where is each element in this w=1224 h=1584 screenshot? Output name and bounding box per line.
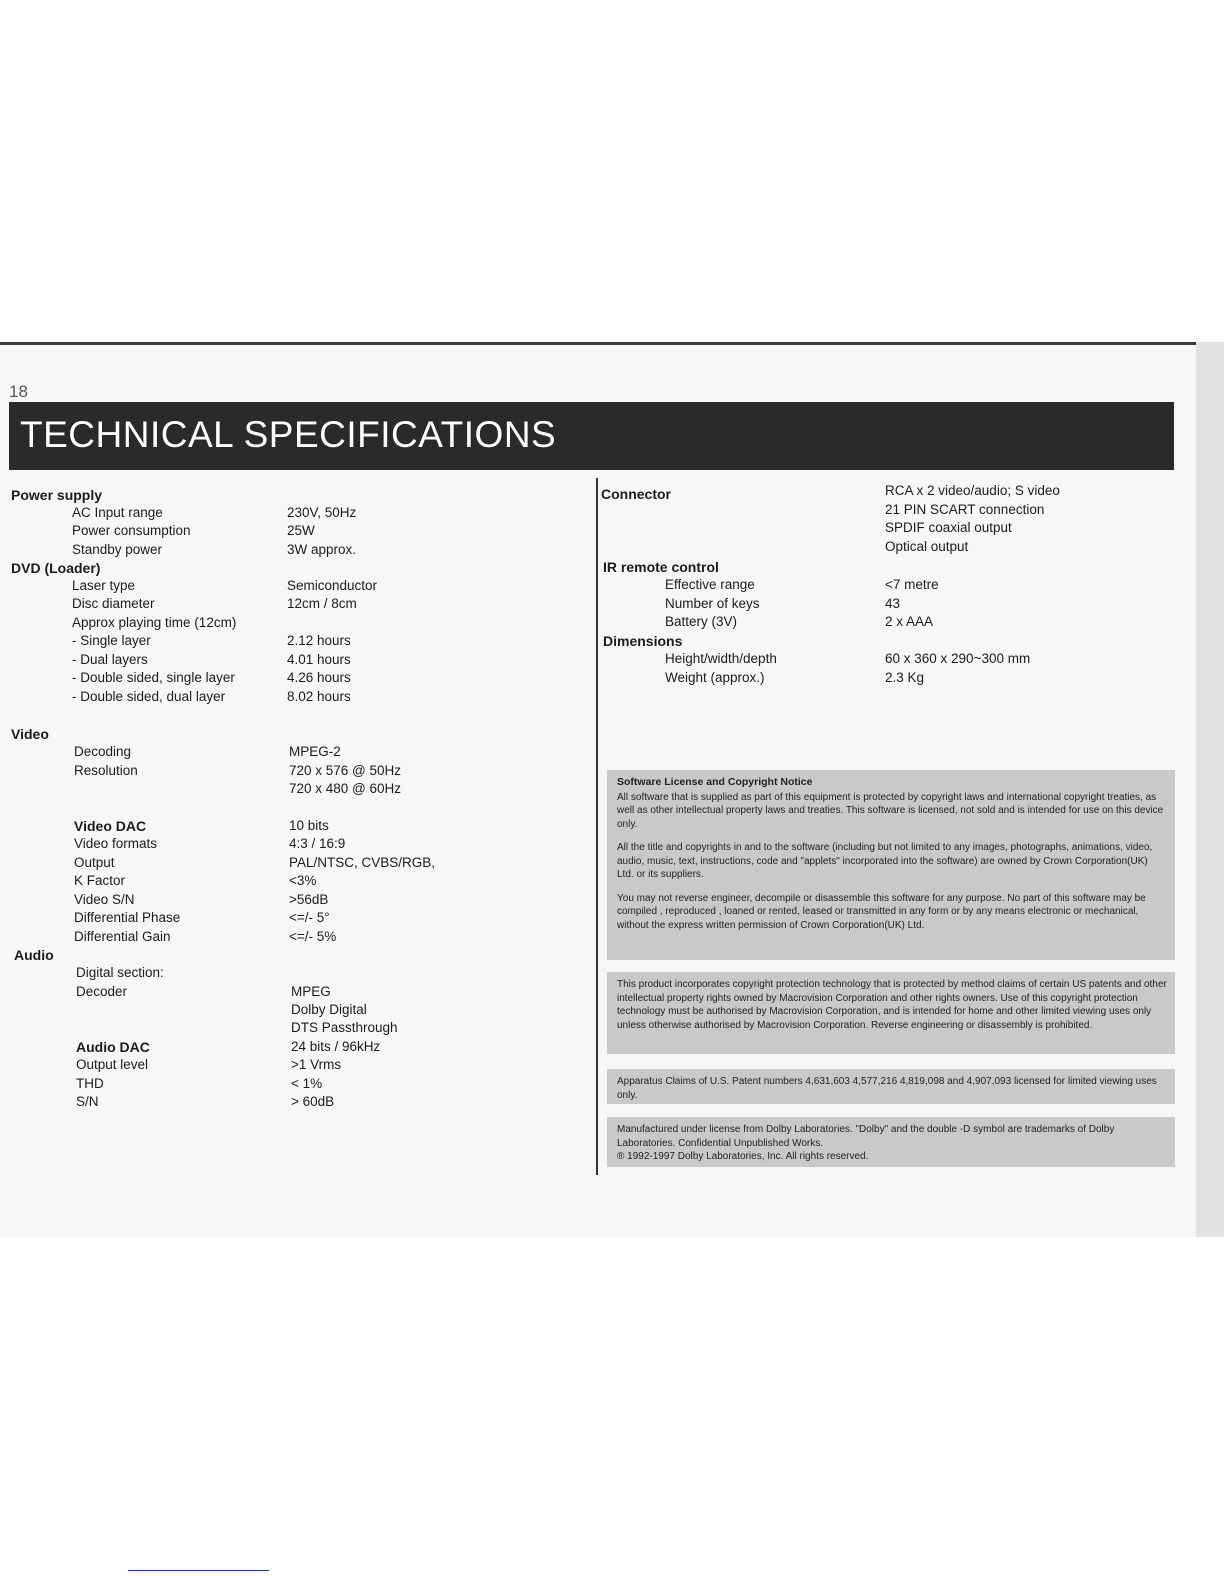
software-license-paragraph-3: You may not reverse engineer, decompile or disassemble this software for any purpose. No part of this software may be compiled , reproduced , loaned or rented, leased or transmitted in any form or by any means electronic or mechanical, without the express written permission of Crown Corporation(UK) Ltd. bbox=[617, 892, 1146, 931]
dolby-text: Manufactured under license from Dolby Laboratories. "Dolby" and the double -D symbol are trademarks of Dolby Laboratories. Confidential Unpublished Works. bbox=[617, 1124, 1115, 1149]
number-of-keys-label: Number of keys bbox=[665, 596, 760, 611]
power-supply-heading: Power supply bbox=[11, 487, 103, 503]
video-sn-value: >56dB bbox=[289, 892, 329, 907]
video-dac-label: Video DAC bbox=[74, 818, 147, 834]
decoding-label: Decoding bbox=[74, 744, 132, 759]
standby-power-value: 3W approx. bbox=[287, 542, 357, 557]
playing-time-label: Approx playing time (12cm) bbox=[72, 615, 237, 630]
dual-layers-label: - Dual layers bbox=[72, 652, 148, 667]
connector-value-rca: RCA x 2 video/audio; S video bbox=[885, 483, 1060, 498]
effective-range-value: <7 metre bbox=[885, 577, 939, 592]
video-sn-label: Video S/N bbox=[74, 892, 135, 907]
patent-text: Apparatus Claims of U.S. Patent numbers 4,631,603 4,577,216 4,819,098 and 4,907,093 licensed for limited viewing uses only. bbox=[617, 1076, 1157, 1101]
dolby-notice bbox=[607, 1117, 1175, 1167]
dual-layers-value: 4.01 hours bbox=[287, 652, 351, 667]
resolution-label: Resolution bbox=[74, 763, 138, 778]
decoder-value-mpeg: MPEG bbox=[291, 984, 331, 999]
differential-gain-label: Differential Gain bbox=[74, 929, 171, 944]
software-license-paragraph-2: All the title and copyrights in and to the software (including but not limited to any images, photographs, animations, video, audio, music, text, instructions, code and "applets" incorporated into the software) are owned by Crown Corporation(UK) Ltd. or its suppliers. bbox=[617, 842, 1153, 880]
double-sided-single-label: - Double sided, single layer bbox=[72, 670, 235, 685]
output-label: Output bbox=[74, 855, 115, 870]
double-sided-dual-value: 8.02 hours bbox=[287, 689, 351, 704]
decoder-label: Decoder bbox=[76, 984, 128, 999]
battery-value: 2 x AAA bbox=[885, 614, 934, 629]
battery-label: Battery (3V) bbox=[665, 614, 738, 629]
dvd-loader-heading: DVD (Loader) bbox=[11, 560, 101, 576]
patent-notice bbox=[607, 1069, 1175, 1104]
video-dac-value: 10 bits bbox=[289, 818, 329, 833]
power-consumption-label: Power consumption bbox=[72, 523, 191, 538]
column-divider bbox=[596, 478, 598, 1175]
decoder-value-dts: DTS Passthrough bbox=[291, 1020, 398, 1035]
double-sided-dual-label: - Double sided, dual layer bbox=[72, 689, 226, 704]
resolution-value-50hz: 720 x 576 @ 50Hz bbox=[289, 763, 402, 778]
power-consumption-value: 25W bbox=[287, 523, 315, 538]
differential-phase-value: <=/- 5° bbox=[289, 910, 330, 925]
macrovision-notice bbox=[607, 972, 1175, 1054]
sn-label: S/N bbox=[76, 1094, 99, 1109]
output-level-label: Output level bbox=[76, 1057, 149, 1072]
software-license-paragraph-1: All software that is supplied as part of this equipment is protected by copyright laws and international copyright treaties, as well as other intellectual property laws and treaties. This software is licensed, not sold and is intended for use on this device only. bbox=[617, 791, 1164, 830]
sn-value: > 60dB bbox=[291, 1094, 335, 1109]
bottom-rule bbox=[128, 1570, 269, 1571]
height-width-depth-label: Height/width/depth bbox=[665, 651, 777, 666]
differential-gain-value: <=/- 5% bbox=[289, 929, 337, 944]
page-title: TECHNICAL SPECIFICATIONS bbox=[20, 414, 557, 455]
dolby-copyright-text: 1992-1997 Dolby Laboratories, Inc. All rights reserved. bbox=[627, 1151, 869, 1162]
output-level-value: >1 Vrms bbox=[291, 1057, 342, 1072]
ir-remote-heading: IR remote control bbox=[603, 559, 719, 575]
thd-value: < 1% bbox=[291, 1076, 323, 1091]
height-width-depth-value: 60 x 360 x 290~300 mm bbox=[885, 651, 1031, 666]
page-number: 18 bbox=[9, 382, 28, 401]
audio-heading: Audio bbox=[14, 947, 54, 963]
disc-diameter-value: 12cm / 8cm bbox=[287, 596, 357, 611]
connector-value-scart: 21 PIN SCART connection bbox=[885, 502, 1045, 517]
k-factor-value: <3% bbox=[289, 873, 317, 888]
audio-dac-label: Audio DAC bbox=[76, 1039, 150, 1055]
macrovision-text: This product incorporates copyright protection technology that is protected by method claims of certain US patents and other intellectual property rights owned by Macrovision Corporation and other rights owners. Use of this copyright protection technology must be authorised by Macrovision Corporation, and is intended for home and other limited viewing uses only unless otherwise authorised by Macrovision Corporation. Reverse engineering or disassembly is prohibited. bbox=[617, 979, 1167, 1031]
single-layer-value: 2.12 hours bbox=[287, 633, 351, 648]
video-heading: Video bbox=[11, 726, 49, 742]
laser-type-value: Semiconductor bbox=[287, 578, 378, 593]
disc-diameter-label: Disc diameter bbox=[72, 596, 155, 611]
audio-dac-value: 24 bits / 96kHz bbox=[291, 1039, 381, 1054]
standby-power-label: Standby power bbox=[72, 542, 163, 557]
ac-input-value: 230V, 50Hz bbox=[287, 505, 357, 520]
connector-value-optical: Optical output bbox=[885, 539, 969, 554]
resolution-value-60hz: 720 x 480 @ 60Hz bbox=[289, 781, 402, 796]
software-license-title: Software License and Copyright Notice bbox=[617, 776, 813, 788]
video-formats-label: Video formats bbox=[74, 836, 158, 851]
video-formats-value: 4:3 / 16:9 bbox=[289, 836, 346, 851]
differential-phase-label: Differential Phase bbox=[74, 910, 181, 925]
connector-value-spdif: SPDIF coaxial output bbox=[885, 520, 1012, 535]
effective-range-label: Effective range bbox=[665, 577, 755, 592]
laser-type-label: Laser type bbox=[72, 578, 136, 593]
registered-icon: ® bbox=[617, 1151, 625, 1162]
weight-value: 2.3 Kg bbox=[885, 670, 925, 685]
connector-heading: Connector bbox=[601, 486, 671, 502]
dimensions-heading: Dimensions bbox=[603, 633, 683, 649]
digital-section-label: Digital section: bbox=[76, 965, 164, 980]
decoding-value: MPEG-2 bbox=[289, 744, 341, 759]
thd-label: THD bbox=[76, 1076, 104, 1091]
page-top-rule bbox=[0, 342, 1224, 345]
k-factor-label: K Factor bbox=[74, 873, 126, 888]
decoder-value-dolby: Dolby Digital bbox=[291, 1002, 367, 1017]
single-layer-label: - Single layer bbox=[72, 633, 151, 648]
number-of-keys-value: 43 bbox=[885, 596, 901, 611]
double-sided-single-value: 4.26 hours bbox=[287, 670, 351, 685]
output-value: PAL/NTSC, CVBS/RGB, bbox=[289, 855, 436, 870]
page-edge-shadow bbox=[1196, 342, 1224, 1237]
weight-label: Weight (approx.) bbox=[665, 670, 765, 685]
ac-input-label: AC Input range bbox=[72, 505, 163, 520]
software-license-notice bbox=[607, 770, 1175, 960]
